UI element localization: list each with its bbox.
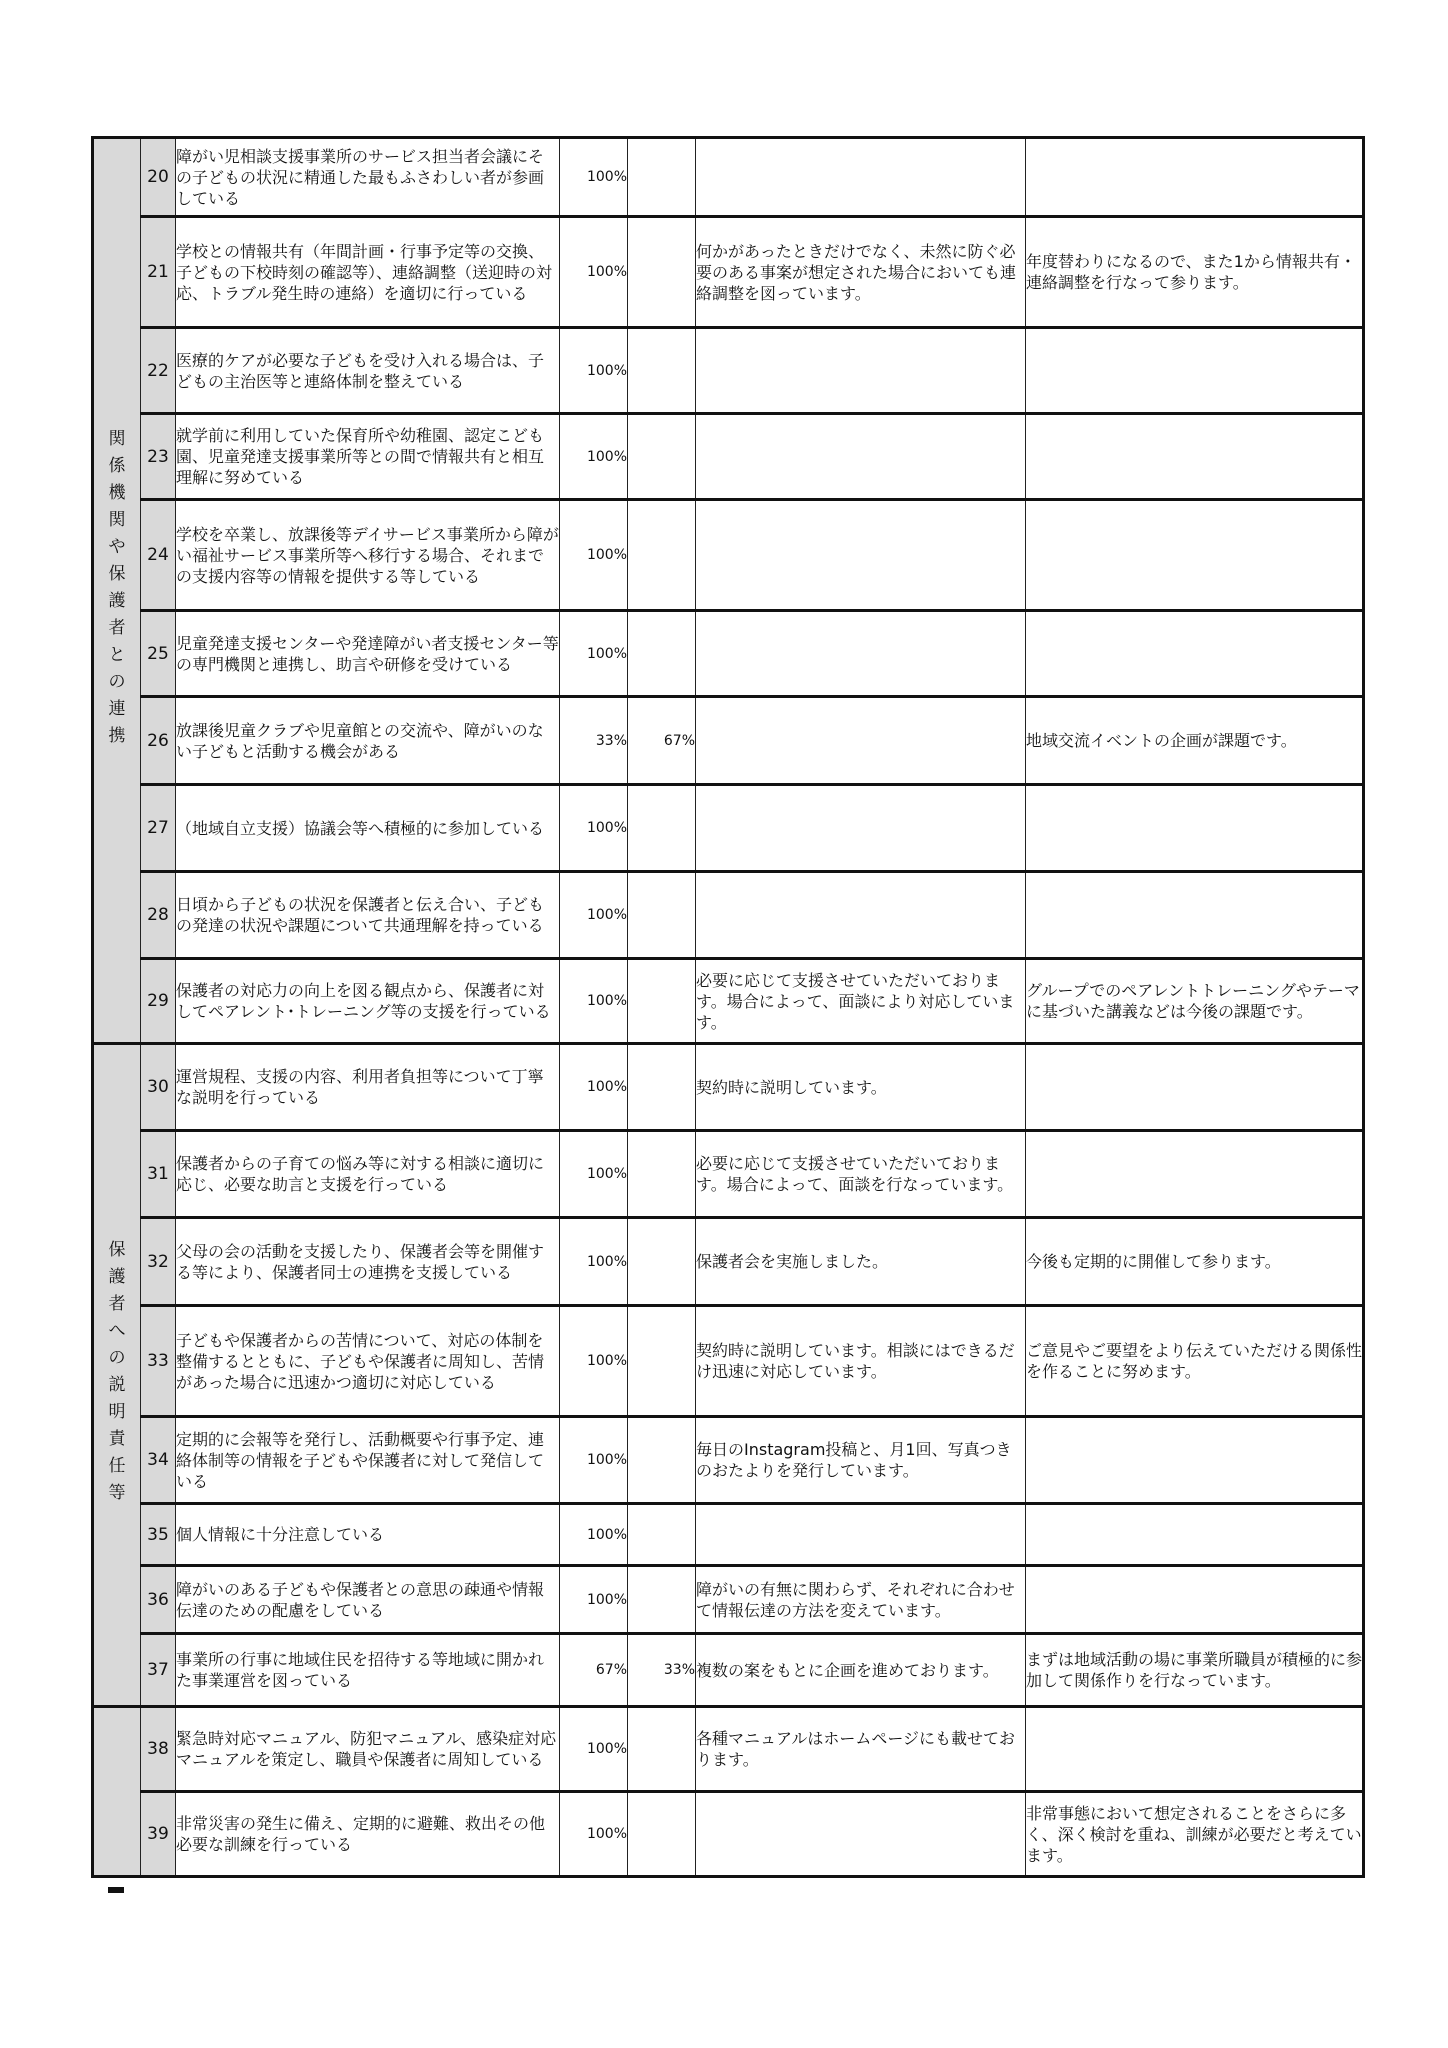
table-row	[93, 1417, 1364, 1504]
percent-no	[628, 1131, 696, 1218]
percent-yes: 100%	[560, 959, 628, 1044]
current-status-note: 契約時に説明しています。相談にはできるだけ迅速に対応しています。	[696, 1306, 1026, 1417]
table-row	[93, 1792, 1364, 1877]
current-status-note	[696, 500, 1026, 611]
current-status-note	[696, 414, 1026, 500]
percent-yes: 100%	[560, 1504, 628, 1566]
item-number: 27	[141, 785, 176, 872]
percent-no	[628, 217, 696, 328]
improvement-plan-note	[1026, 138, 1364, 217]
improvement-plan-note	[1026, 1566, 1364, 1634]
current-status-note	[696, 1792, 1026, 1877]
cutoff-category-mark	[108, 1887, 124, 1893]
table-row	[93, 1566, 1364, 1634]
improvement-plan-note: 年度替わりになるので、また1から情報共有・連絡調整を行なって参ります。	[1026, 217, 1364, 328]
item-number: 20	[141, 138, 176, 217]
improvement-plan-note	[1026, 872, 1364, 959]
improvement-plan-note	[1026, 1417, 1364, 1504]
item-text: 保護者の対応力の向上を図る観点から、保護者に対してペアレント･トレーニング等の支援を行っている	[176, 959, 560, 1044]
current-status-note: 何かがあったときだけでなく、未然に防ぐ必要のある事案が想定された場合においても連絡調整を図っています。	[696, 217, 1026, 328]
category-kankei	[93, 138, 141, 1044]
percent-no	[628, 1044, 696, 1131]
item-number: 34	[141, 1417, 176, 1504]
percent-no: 67%	[628, 697, 696, 785]
improvement-plan-note	[1026, 1131, 1364, 1218]
category-label: 保 護 者 へ の 説 明 責 任 等	[108, 1240, 126, 1503]
percent-yes: 100%	[560, 1417, 628, 1504]
percent-no	[628, 138, 696, 217]
item-text: 学校との情報共有（年間計画・行事予定等の交換、子どもの下校時刻の確認等）、連絡調整（送迎時の対応、トラブル発生時の連絡）を適切に行っている	[176, 217, 560, 328]
improvement-plan-note: ご意見やご要望をより伝えていただける関係性を作ることに努めます。	[1026, 1306, 1364, 1417]
item-text: 医療的ケアが必要な子どもを受け入れる場合は、子どもの主治医等と連絡体制を整えている	[176, 328, 560, 414]
percent-no	[628, 1417, 696, 1504]
item-number: 36	[141, 1566, 176, 1634]
table-row	[93, 138, 1364, 217]
percent-no	[628, 414, 696, 500]
item-number: 35	[141, 1504, 176, 1566]
item-text: 事業所の行事に地域住民を招待する等地域に開かれた事業運営を図っている	[176, 1634, 560, 1707]
current-status-note	[696, 872, 1026, 959]
current-status-note: 毎日のInstagram投稿と、月1回、写真つきのおたよりを発行しています。	[696, 1417, 1026, 1504]
item-number: 25	[141, 611, 176, 697]
improvement-plan-note	[1026, 414, 1364, 500]
item-number: 26	[141, 697, 176, 785]
improvement-plan-note	[1026, 1504, 1364, 1566]
item-number: 33	[141, 1306, 176, 1417]
percent-no	[628, 611, 696, 697]
percent-yes: 100%	[560, 1044, 628, 1131]
current-status-note: 複数の案をもとに企画を進めております。	[696, 1634, 1026, 1707]
item-text: 障がい児相談支援事業所のサービス担当者会議にその子どもの状況に精通した最もふさわしい者が参画している	[176, 138, 560, 217]
improvement-plan-note: 今後も定期的に開催して参ります。	[1026, 1218, 1364, 1306]
item-number: 32	[141, 1218, 176, 1306]
table-row	[93, 1306, 1364, 1417]
improvement-plan-note	[1026, 1044, 1364, 1131]
table-row	[93, 1707, 1364, 1792]
category-hijo	[93, 1707, 141, 1877]
percent-no: 33%	[628, 1634, 696, 1707]
percent-no	[628, 1218, 696, 1306]
table-row	[93, 1634, 1364, 1707]
item-text: 緊急時対応マニュアル、防犯マニュアル、感染症対応マニュアルを策定し、職員や保護者に周知している	[176, 1707, 560, 1792]
percent-yes: 100%	[560, 1566, 628, 1634]
item-text: 父母の会の活動を支援したり、保護者会等を開催する等により、保護者同士の連携を支援している	[176, 1218, 560, 1306]
percent-yes: 67%	[560, 1634, 628, 1707]
improvement-plan-note	[1026, 500, 1364, 611]
item-text: 児童発達支援センターや発達障がい者支援センター等の専門機関と連携し、助言や研修を受けている	[176, 611, 560, 697]
table-row	[93, 328, 1364, 414]
item-number: 23	[141, 414, 176, 500]
current-status-note: 各種マニュアルはホームページにも載せております。	[696, 1707, 1026, 1792]
percent-yes: 100%	[560, 1792, 628, 1877]
table-row	[93, 959, 1364, 1044]
category-label: 関 係 機 関 や 保 護 者 と の 連 携	[108, 428, 126, 746]
improvement-plan-note	[1026, 785, 1364, 872]
table-row	[93, 414, 1364, 500]
percent-yes: 100%	[560, 217, 628, 328]
percent-yes: 100%	[560, 1306, 628, 1417]
item-text: 日頃から子どもの状況を保護者と伝え合い、子どもの発達の状況や課題について共通理解を持っている	[176, 872, 560, 959]
percent-yes: 100%	[560, 1131, 628, 1218]
percent-no	[628, 872, 696, 959]
item-text: （地域自立支援）協議会等へ積極的に参加している	[176, 785, 560, 872]
percent-no	[628, 1504, 696, 1566]
current-status-note: 保護者会を実施しました。	[696, 1218, 1026, 1306]
improvement-plan-note	[1026, 611, 1364, 697]
percent-yes: 100%	[560, 785, 628, 872]
percent-no	[628, 1707, 696, 1792]
item-number: 28	[141, 872, 176, 959]
item-text: 保護者からの子育ての悩み等に対する相談に適切に応じ、必要な助言と支援を行っている	[176, 1131, 560, 1218]
percent-yes: 100%	[560, 1707, 628, 1792]
item-number: 37	[141, 1634, 176, 1707]
item-text: 学校を卒業し、放課後等デイサービス事業所から障がい福祉サービス事業所等へ移行する場合、それまでの支援内容等の情報を提供する等している	[176, 500, 560, 611]
item-text: 運営規程、支援の内容、利用者負担等について丁寧な説明を行っている	[176, 1044, 560, 1131]
percent-yes: 100%	[560, 138, 628, 217]
item-number: 21	[141, 217, 176, 328]
item-text: 就学前に利用していた保育所や幼稚園、認定こども園、児童発達支援事業所等との間で情報共有と相互理解に努めている	[176, 414, 560, 500]
current-status-note	[696, 785, 1026, 872]
table-row	[93, 785, 1364, 872]
item-number: 39	[141, 1792, 176, 1877]
percent-yes: 100%	[560, 328, 628, 414]
percent-yes: 100%	[560, 1218, 628, 1306]
category-setsumei	[93, 1044, 141, 1707]
item-text: 子どもや保護者からの苦情について、対応の体制を整備するとともに、子どもや保護者に周知し、苦情があった場合に迅速かつ適切に対応している	[176, 1306, 560, 1417]
evaluation-table	[91, 136, 1365, 1878]
improvement-plan-note: 非常事態において想定されることをさらに多く、深く検討を重ね、訓練が必要だと考えています。	[1026, 1792, 1364, 1877]
current-status-note	[696, 697, 1026, 785]
percent-no	[628, 328, 696, 414]
item-text: 非常災害の発生に備え、定期的に避難、救出その他必要な訓練を行っている	[176, 1792, 560, 1877]
percent-yes: 100%	[560, 872, 628, 959]
item-number: 29	[141, 959, 176, 1044]
current-status-note: 必要に応じて支援させていただいております。場合によって、面談を行なっています。	[696, 1131, 1026, 1218]
current-status-note: 障がいの有無に関わらず、それぞれに合わせて情報伝達の方法を変えています。	[696, 1566, 1026, 1634]
item-text: 定期的に会報等を発行し、活動概要や行事予定、連絡体制等の情報を子どもや保護者に対して発信している	[176, 1417, 560, 1504]
item-text: 放課後児童クラブや児童館との交流や、障がいのない子どもと活動する機会がある	[176, 697, 560, 785]
percent-no	[628, 1306, 696, 1417]
current-status-note: 必要に応じて支援させていただいております。場合によって、面談により対応しています。	[696, 959, 1026, 1044]
percent-no	[628, 959, 696, 1044]
item-number: 38	[141, 1707, 176, 1792]
item-number: 31	[141, 1131, 176, 1218]
improvement-plan-note: グループでのペアレントトレーニングやテーマに基づいた講義などは今後の課題です。	[1026, 959, 1364, 1044]
table-row	[93, 611, 1364, 697]
current-status-note	[696, 138, 1026, 217]
item-number: 22	[141, 328, 176, 414]
table-row	[93, 872, 1364, 959]
item-text: 障がいのある子どもや保護者との意思の疎通や情報伝達のための配慮をしている	[176, 1566, 560, 1634]
current-status-note	[696, 1504, 1026, 1566]
current-status-note	[696, 328, 1026, 414]
percent-yes: 100%	[560, 611, 628, 697]
percent-yes: 100%	[560, 414, 628, 500]
item-number: 30	[141, 1044, 176, 1131]
table-row	[93, 217, 1364, 328]
improvement-plan-note: 地域交流イベントの企画が課題です。	[1026, 697, 1364, 785]
percent-no	[628, 1566, 696, 1634]
improvement-plan-note	[1026, 1707, 1364, 1792]
table-row	[93, 1504, 1364, 1566]
improvement-plan-note: まずは地域活動の場に事業所職員が積極的に参加して関係作りを行なっています。	[1026, 1634, 1364, 1707]
item-number: 24	[141, 500, 176, 611]
table-row	[93, 1044, 1364, 1131]
item-text: 個人情報に十分注意している	[176, 1504, 560, 1566]
percent-no	[628, 785, 696, 872]
percent-no	[628, 1792, 696, 1877]
table-row	[93, 500, 1364, 611]
current-status-note: 契約時に説明しています。	[696, 1044, 1026, 1131]
percent-yes: 33%	[560, 697, 628, 785]
table-row	[93, 1218, 1364, 1306]
percent-yes: 100%	[560, 500, 628, 611]
improvement-plan-note	[1026, 328, 1364, 414]
table-row	[93, 697, 1364, 785]
table-row	[93, 1131, 1364, 1218]
current-status-note	[696, 611, 1026, 697]
percent-no	[628, 500, 696, 611]
